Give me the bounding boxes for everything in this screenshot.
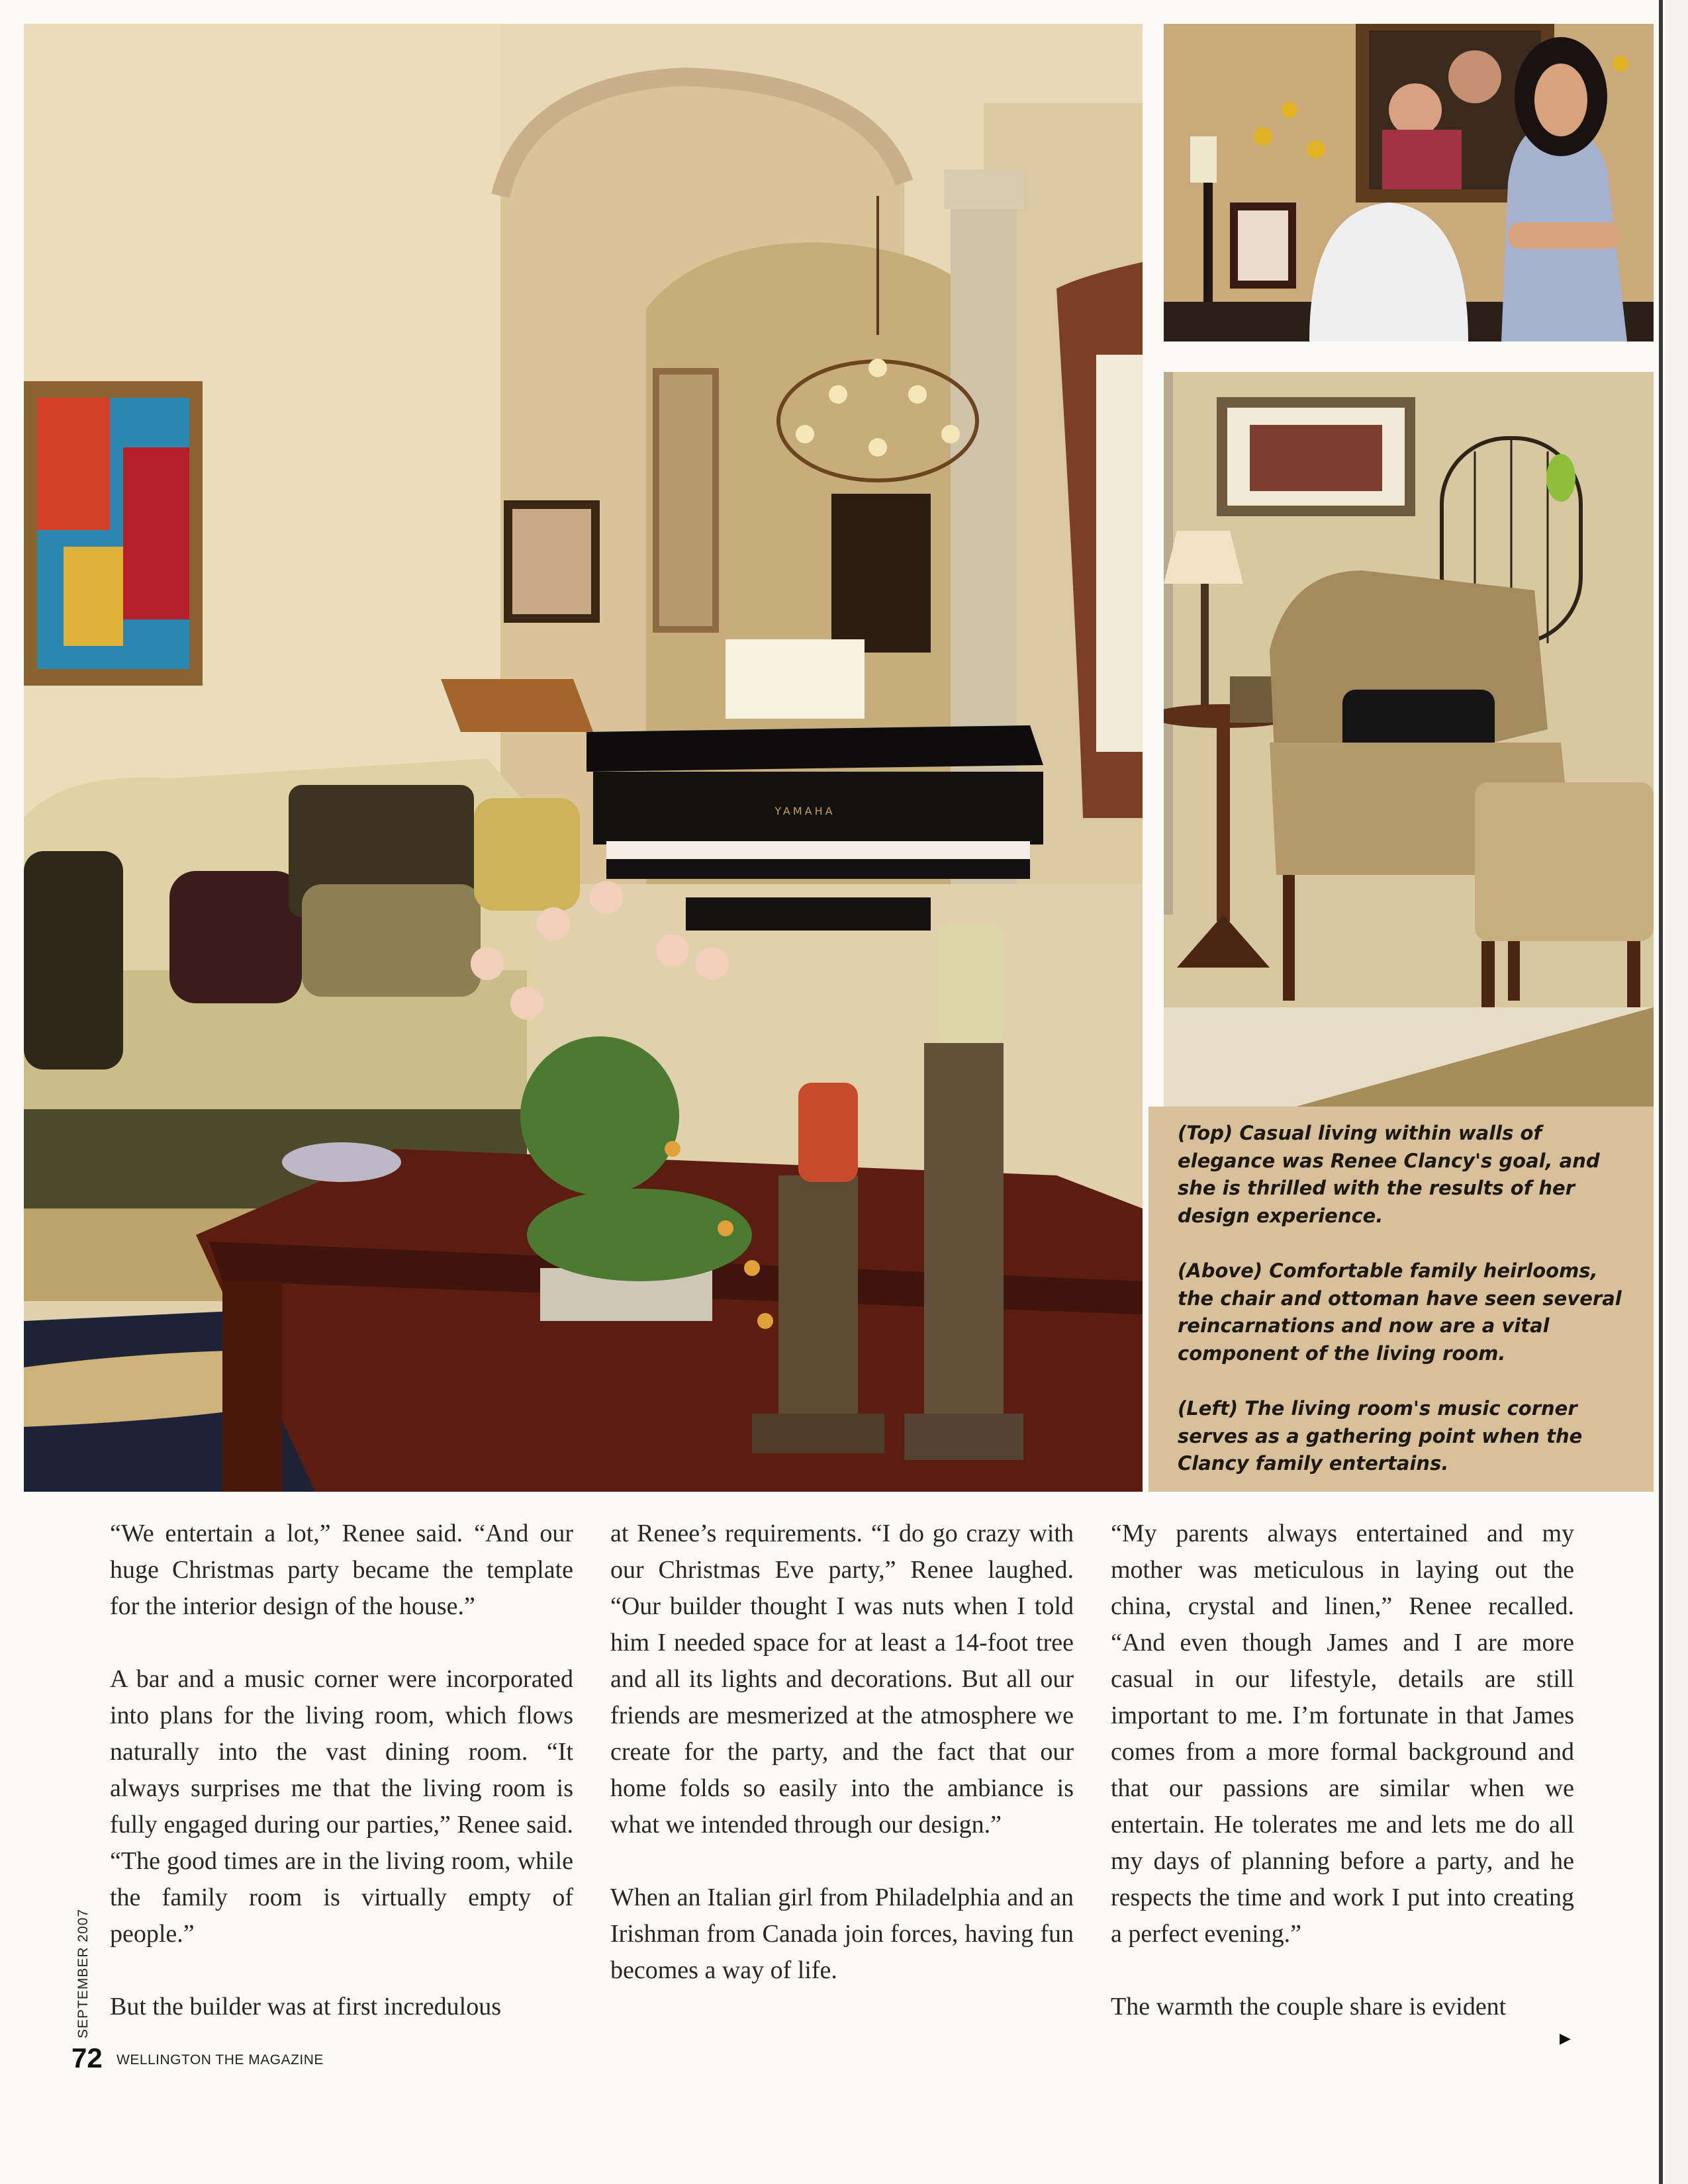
caption-above: (Above) Comfortable family heirlooms, the chair and ottoman have seen several reincarnations and now are a vital component of the living room. <box>1178 1259 1622 1365</box>
living-room-photo <box>24 24 1143 1492</box>
paragraph: The warmth the couple share is evident <box>1111 1993 1507 2021</box>
continue-arrow-icon: ▶ <box>1560 2030 1571 2047</box>
paragraph: A bar and a music corner were incorporated into plans for the living room, which flows naturally into the vast dining room. “It always surprises me that the living room is fully engaged during our parties,” Renee said. “The good times are in the living room, while the family room is virtually empty of people.” <box>110 1665 573 1948</box>
chair-and-ottoman-photo <box>1164 372 1654 1107</box>
paragraph: But the builder was at first incredulous <box>110 1993 501 2021</box>
article-column-1 <box>110 1516 573 2062</box>
article-column-2 <box>610 1516 1074 2025</box>
issue-date: SEPTEMBER 2007 <box>75 1908 91 2038</box>
piano-brand-text: YAMAHA <box>774 805 835 817</box>
magazine-title: WELLINGTON THE MAGAZINE <box>117 2052 324 2068</box>
paragraph: “My parents always entertained and my mother was meticulous in laying out the china, crystal and linen,” Renee recalled. “And even though James and I are more casual in our lifestyle, details are still important to me. I’m fortunate in that James comes from a more formal background and that our passions are similar when we entertain. He tolerates me and lets me do all my days of planning before a party, and he respects the time and work I put into creating a perfect evening.” <box>1111 1520 1574 1948</box>
paragraph: at Renee’s requirements. “I do go crazy with our Christmas Eve party,” Renee laughed. “Our builder thought I was nuts when I told him I needed space for at least a 14-foot tree and all its lights and decorations. But all our friends are mesmerized at the atmosphere we create for the party, and the fact that our home folds so easily into the ambiance is what we intended through our design.” <box>610 1520 1074 1839</box>
scan-edge-margin <box>1665 0 1688 2184</box>
renee-clancy-portrait-photo <box>1164 24 1654 341</box>
caption-box <box>1149 1107 1654 1492</box>
paragraph: “We entertain a lot,” Renee said. “And our huge Christmas party became the template for the interior design of the house.” <box>110 1520 573 1620</box>
scan-edge-divider <box>1659 0 1663 2184</box>
caption-left: (Left) The living room's music corner serves as a gathering point when the Clancy family entertains. <box>1178 1397 1583 1475</box>
article-column-3 <box>1111 1516 1574 2062</box>
page-number: 72 <box>71 2042 103 2073</box>
caption-top: (Top) Casual living within walls of elegance was Renee Clancy's goal, and she is thrilled with the results of her design experience. <box>1178 1122 1600 1227</box>
paragraph: When an Italian girl from Philadelphia and an Irishman from Canada join forces, having fun becomes a way of life. <box>610 1884 1074 1984</box>
page-margin-top <box>0 0 1659 24</box>
